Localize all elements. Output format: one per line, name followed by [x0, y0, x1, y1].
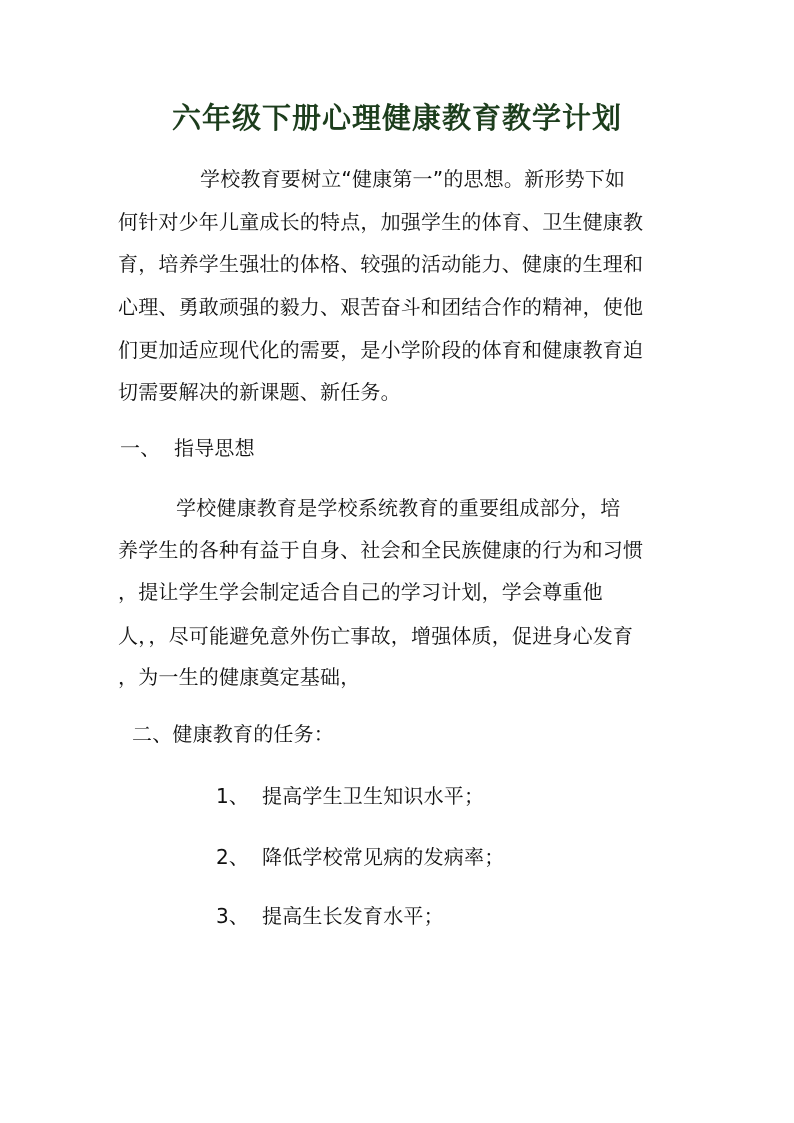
task-item-3-number: 3、 [216, 904, 250, 928]
page-title: 六年级下册心理健康教育教学计划 [171, 101, 622, 135]
task-item-1-text: 提高学生卫生知识水平； [262, 784, 485, 808]
section1-line-1: 学校健康教育是学校系统教育的重要组成部分，培 [176, 496, 621, 520]
section1-line-3: ，提让学生学会制定适合自己的学习计划，学会尊重他 [118, 580, 603, 604]
intro-line-6: 切需要解决的新课题、新任务。 [118, 380, 401, 404]
section1-line-5: ，为一生的健康奠定基础， [118, 665, 361, 689]
section1-number: 一、 [120, 436, 161, 460]
intro-line-3: 育，培养学生强壮的体格、较强的活动能力、健康的生理和 [118, 252, 644, 276]
section1-line-4: 人，，尽可能避免意外伤亡事故，增强体质，促进身心发育 [118, 624, 634, 648]
task-item-2-text: 降低学校常见病的发病率； [262, 845, 505, 869]
intro-line-2: 何针对少年儿童成长的特点，加强学生的体育、卫生健康教 [118, 210, 644, 234]
task-item-1-number: 1、 [216, 784, 250, 808]
intro-line-5: 们更加适应现代化的需要，是小学阶段的体育和健康教育迫 [118, 338, 644, 362]
task-item-2-number: 2、 [216, 845, 250, 869]
task-item-3-text: 提高生长发育水平； [262, 904, 444, 928]
section1-heading: 指导思想 [174, 436, 255, 460]
intro-line-4: 心理、勇敢顽强的毅力、艰苦奋斗和团结合作的精神，使他 [118, 295, 644, 319]
section1-line-2: 养学生的各种有益于自身、社会和全民族健康的行为和习惯 [118, 538, 644, 562]
section2-heading: 二、健康教育的任务： [132, 722, 334, 746]
intro-line-1: 学校教育要树立“健康第一”的思想。新形势下如 [200, 167, 626, 191]
